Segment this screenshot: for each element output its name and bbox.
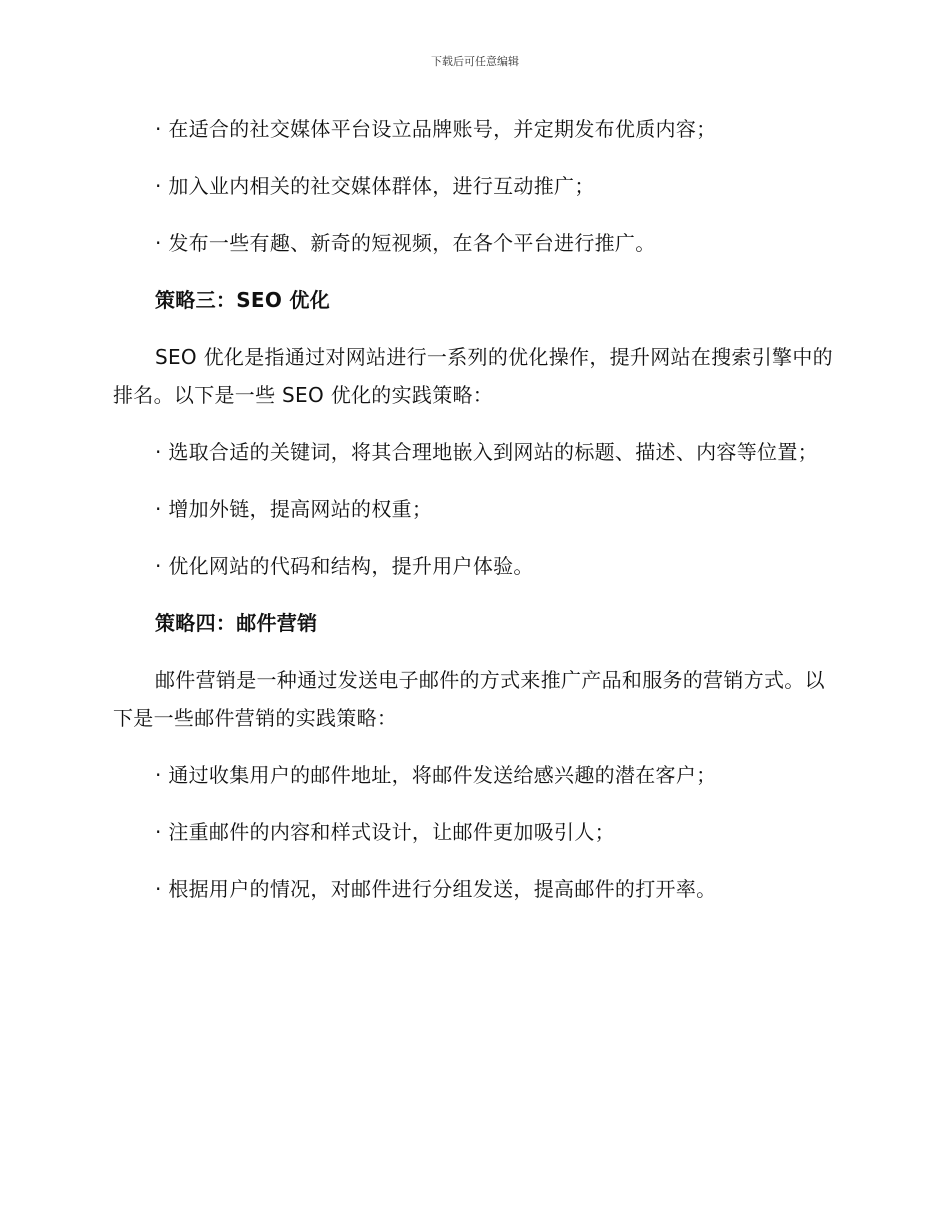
bullet-collect-emails: · 通过收集用户的邮件地址，将邮件发送给感兴趣的潜在客户； [155, 763, 717, 787]
bullet-keywords: · 选取合适的关键词，将其合理地嵌入到网站的标题、描述、内容等位置； [155, 440, 818, 464]
bullet-social-groups: · 加入业内相关的社交媒体群体，进行互动推广； [155, 174, 595, 198]
bullet-backlinks: · 增加外链，提高网站的权重； [155, 497, 433, 521]
bullet-email-grouping: · 根据用户的情况，对邮件进行分组发送，提高邮件的打开率。 [155, 877, 717, 901]
bullet-email-design: · 注重邮件的内容和样式设计，让邮件更加吸引人； [155, 820, 615, 844]
paragraph-email-intro: 邮件营销是一种通过发送电子邮件的方式来推广产品和服务的营销方式。以下是一些邮件营销的实践策略： [113, 668, 825, 730]
paragraph-seo-intro: SEO 优化是指通过对网站进行一系列的优化操作，提升网站在搜索引擎中的排名。以下是一些 SEO 优化的实践策略： [113, 345, 833, 407]
section-heading-seo: 策略三：SEO 优化 [155, 288, 331, 312]
bullet-short-video: · 发布一些有趣、新奇的短视频，在各个平台进行推广。 [155, 231, 656, 255]
section-heading-email: 策略四：邮件营销 [155, 611, 318, 635]
bullet-code-structure: · 优化网站的代码和结构，提升用户体验。 [155, 554, 534, 578]
page-header-note: 下载后可任意编辑 [431, 55, 519, 68]
document-body [113, 110, 833, 927]
bullet-social-account: · 在适合的社交媒体平台设立品牌账号，并定期发布优质内容； [155, 117, 717, 141]
